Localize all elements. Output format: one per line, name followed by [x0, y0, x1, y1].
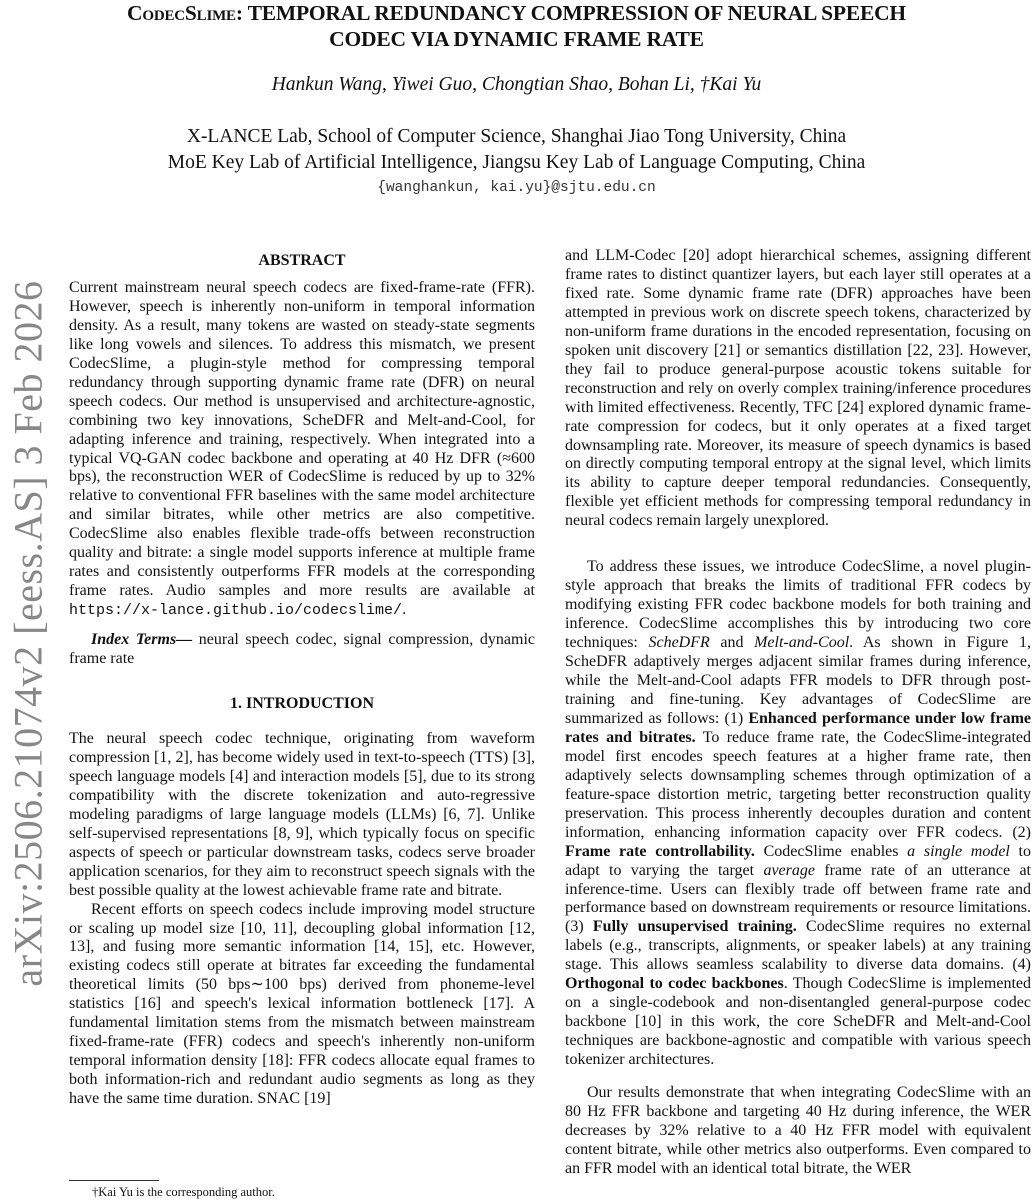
text-run: CodecSlime enables — [754, 842, 908, 860]
abstract-end: . — [402, 601, 407, 619]
intro-paragraph-1: The neural speech codec technique, originating from waveform compression [1, 2], has become widely used in text-to-speech (TTS) [3], speech language models [4] and interaction models [5], due to its strong compatibility with the discrete tokenization and auto-regressive modeling paradigms of large language models (LLMs) [6, 7]. Unlike self-supervised representations [8, 9], which typically focus on specific aspects of speech or particular downstream tasks, codecs serve broader application scenarios, for they aim to reconstruct speech signals with the best possible quality at the lowest achievable frame rate and bitrate. — [69, 729, 535, 899]
email: {wanghankun, kai.yu}@sjtu.edu.cn — [377, 180, 656, 196]
authors: Hankun Wang, Yiwei Guo, Chongtian Shao, Bohan Li, †Kai Yu — [271, 74, 762, 95]
abstract-text — [69, 279, 535, 621]
project-url[interactable]: https://x-lance.github.io/codecslime/ — [69, 602, 403, 620]
index-terms-label: Index Terms— — [91, 631, 193, 649]
intro-heading: 1. INTRODUCTION — [229, 695, 374, 713]
title-line1: : TEMPORAL REDUNDANCY COMPRESSION OF NEURAL SPEECH — [235, 1, 906, 25]
index-terms-text: neural speech codec, signal compression, dynamic frame rate — [69, 631, 536, 668]
text-run: . Though CodecSlime is implemented on a single-codebook and non-disentangled general-purpose codec backbone [10] in this work, the core ScheDFR and Melt-and-Cool techniques are backbone-agnostic and compatible with various speech tokenizer architectures. — [565, 975, 1032, 1069]
text-run: . As shown in Figure 1, ScheDFR adaptively merges adjacent similar frames during inference, while the Melt-and-Cool adapts FFR models to DFR through post-training and fine-tuning. Key advantages of CodecSlime are summarized as follows: (1) — [565, 634, 1031, 727]
text-run: To reduce frame rate, the CodecSlime-integrated model first encodes speech features at a higher frame rate, then adaptively selects downsampling schemes through optimization of a feature-space distortion metric, targeting better reconstruction quality preservation. This process inherently decouples duration and content information, enhancing information capacity over FFR codecs. (2) — [565, 728, 1031, 841]
text-run: To address these issues, we introduce CodecSlime, a novel plugin-style approach that breaks the limits of traditional FFR codecs by modifying existing FFR codec backbone models for both training and inference. CodecSlime accomplishes this by introducing two core techniques: — [565, 558, 1031, 652]
title-line2: CODEC VIA DYNAMIC FRAME RATE — [329, 27, 704, 51]
intro-paragraph-2: Recent efforts on speech codecs include improving model structure or scaling up model size [10, 11], decoupling global information [12, 13], and fusing more semantic information [14, 15], etc. However, existing codecs still operate at bitrates far exceeding the fundamental theoretical limits (50 bps∼100 bps) derived from phoneme-level statistics [16] and speech's lexical information bottleneck [17]. A fundamental limitation stems from the mismatch between mainstream fixed-frame-rate (FFR) codecs and speech's inherently non-uniform temporal information density [18]: FFR codecs allocate equal frames to both information-rich and redundant audio segments as long as they have the same time duration. SNAC [19] — [69, 900, 535, 1108]
text-run: frame rate of an utterance at inference-time. Users can flexibly trade off between frame rate and performance based on downstream requirements or resource limitations. (3) — [565, 861, 1031, 936]
paper-title — [100, 0, 933, 52]
text-run: Orthogonal to codec backbones — [565, 975, 784, 993]
text-run: Melt-and-Cool — [754, 634, 850, 652]
text-run: Enhanced performance under low frame rates and bitrates. — [565, 709, 1031, 746]
arxiv-identifier: arXiv:2506.21074v2 [eess.AS] 3 Feb 2026 — [5, 280, 51, 987]
text-run: CodecSlime requires no external labels (e.g., transcripts, alignments, or speaker labels) at any training stage. This allows seamless scalability to diverse data domains. (4) — [565, 918, 1032, 974]
text-run: average — [763, 861, 815, 879]
title-name: CodecSlime — [127, 1, 236, 25]
intro-paragraph-3: and LLM-Codec [20] adopt hierarchical schemes, assigning different frame rates to distinct quantizer layers, but each layer still operates at a fixed rate. Some dynamic frame rate (DFR) approaches have been attempted in previous work on discrete speech tokens, characterized by non-uniform frame durations in the encoded representation, focusing on spoken unit discovery [21] or semantics distillation [22, 23]. However, they fail to produce general-purpose acoustic tokens suitable for reconstruction and rely on overly complex training/inference procedures with limited effectiveness. Recently, TFC [24] explored dynamic frame-rate compression for codecs, but it only operates at a fixed target downsampling rate. Moreover, its measure of speech dynamics is based on directly computing temporal entropy at the signal level, which limits its ability to capture deeper temporal redundancies. Consequently, flexible yet efficient methods for compressing temporal redundancy in neural codecs remain largely unexplored. — [565, 247, 1031, 530]
affiliation: MoE Key Lab of Artificial Intelligence, Jiangsu Key Lab of Language Computing, China — [167, 152, 866, 173]
footnote-rule — [69, 1180, 159, 1181]
affiliations — [0, 124, 1033, 176]
index-terms — [69, 631, 535, 669]
text-run: ScheDFR — [648, 634, 710, 652]
intro-paragraph-5: Our results demonstrate that when integrating CodecSlime with an 80 Hz FFR backbone and targeting 40 Hz during inference, the WER decreases by 32% relative to a 40 Hz FFR model with equivalent content bitrate, while other metrics also outperforms. Even compared to an FFR model with an identical total bitrate, the WER — [565, 1084, 1031, 1177]
affiliation: X-LANCE Lab, School of Computer Science, Shanghai Jiao Tong University, China — [186, 126, 847, 147]
left-column — [69, 252, 535, 1109]
intro-paragraph-4 — [565, 558, 1031, 1070]
footnote: †Kai Yu is the corresponding author. — [92, 1185, 275, 1199]
text-run: Fully unsupervised training. — [592, 918, 797, 936]
text-run: to adapt to varying the target — [565, 842, 1032, 879]
right-column — [565, 247, 1031, 1179]
text-run: a single model — [907, 842, 1010, 860]
abstract-heading: ABSTRACT — [258, 252, 346, 269]
abstract-body: Current mainstream neural speech codecs are fixed-frame-rate (FFR). However, speech is inherently non-uniform in temporal information density. As a result, many tokens are wasted on steady-state segments like long vowels and silences. To address this mismatch, we present CodecSlime, a plugin-style method for compressing temporal redundancy through supporting dynamic frame rate (DFR) on neural speech codecs. Our method is unsupervised and architecture-agnostic, combining two key innovations, ScheDFR and Melt-and-Cool, for adapting inference and training, respectively. When integrated into a typical VQ-GAN codec backbone and operating at 40 Hz DFR (≈600 bps), the reconstruction WER of CodecSlime is reduced by up to 32% relative to conventional FFR baselines with the same model architecture and similar bitrates, while other metrics are also competitive. CodecSlime also enables flexible trade-offs between reconstruction quality and bitrate: a single model supports inference at multiple frame rates and consistently outperforms FFR models at the corresponding frame rates. Audio samples and more results are available at — [69, 278, 535, 600]
text-run: and — [709, 634, 755, 652]
text-run: Frame rate controllability. — [565, 842, 755, 860]
